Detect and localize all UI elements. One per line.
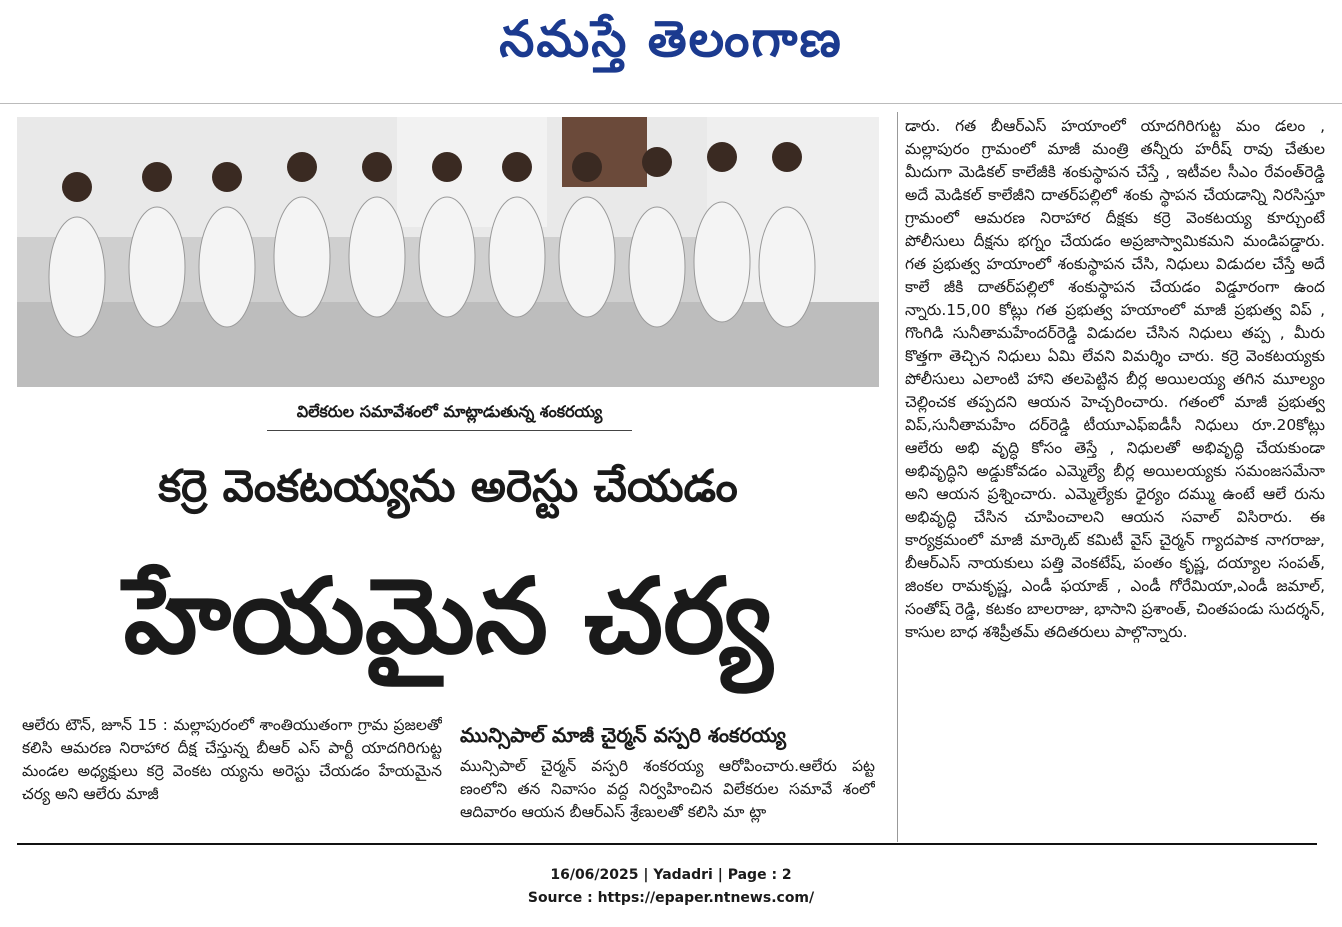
footer-source-link[interactable]: Source : https://epaper.ntnews.com/ xyxy=(527,890,815,906)
headline-kicker: కర్రె వెంకటయ్యను అరెస్టు చేయడం xyxy=(158,461,738,512)
footer-dateline: 16/06/2025 | Yadadri | Page : 2 xyxy=(550,867,792,883)
article-left-column: ఆలేరు టౌన్, జూన్ 15 : మల్లాపురంలో శాంతియుతంగా గ్రామ ప్రజలతో కలిసి ఆమరణ నిరాహార దీక్ష చేస్తున్న బీఆర్ ఎస్ పార్టీ యాదగిరిగుట్ట మండల అధ్యక్షులు కర్రె వెంకట య్యను అరెస్టు చేయడం హేయమైన చర్య అని ఆలేరు మాజీ xyxy=(22,716,442,803)
article-right-column: డారు. గత బీఆర్ఎస్ హయాంలో యాదగిరిగుట్ట మం డలం , మల్లాపురం గ్రామంలో మాజీ మంత్రి తన్నీరు హరీష్ రావు చేతుల మీదుగా మెడికల్ కాలేజీకి శంకుస్థాపన చేస్తే , ఇటీవల సీఎం రేవంత్‌రెడ్డి అదే మెడికల్ కాలేజీని దాతర్‌పల్లిలో శంకు స్థాపన చేయడాన్ని నిరసిస్తూ గ్రామంలో ఆమరణ నిరాహార దీక్షకు కర్రె వెంకటయ్య కూర్చుంటే పోలీసులు దీక్షను భగ్నం చేయడం అప్రజాస్వామికమని మండిపడ్డారు. గత ప్రభుత్వ హయాంలో శంకుస్థాపన చేసి, నిధులు విడుదల చేస్తే అదే కాలే జీకి దాతర్‌పల్లిలో శంకుస్థాపన చేయడం విడ్డూరంగా ఉంద న్నారు.15,00 కోట్లు గత ప్రభుత్వ హయాంలో మాజీ ప్రభుత్వ విప్ , గొంగిడి సునీతామహేందర్‌రెడ్డి విడుదల చేసిన నిధులు తప్ప , మీరు కొత్తగా తెచ్చిన నిధులు ఏమి లేవని విమర్శిం చారు. కర్రె వెంకటయ్యకు పోలీసులు ఎలాంటి హాని తలపెట్టిన బీర్ల అయిలయ్య తగిన మూల్యం చెల్లించక తప్పదని ఆయన హెచ్చరించారు. గతంలో మాజీ ప్రభుత్వ విప్,సునీతామహేం దర్‌రెడ్డి టీయూఎఫ్ఐడీసీ నిధులు రూ.20కోట్లు ఆలేరు అభి వృద్ధి కోసం తెస్తే , నిధులతో అభివృద్ధి చేయకుండా అభివృద్ధిని అడ్డుకోవడం ఎమ్మెల్యే బీర్ల అయిలయ్యకు సమంజసమేనా అని ఆయన ప్రశ్నించారు. ఎమ్మెల్యేకు ధైర్యం దమ్ము ఉంటే ఆలే రును అభివృద్ధి చేసిన చూపించాలని ఆయన సవాల్ విసిరారు. ఈ కార్యక్రమంలో మాజీ మార్కెట్ కమిటీ వైస్ చైర్మన్ గ్యాదపాక నాగరాజు, బీఆర్ఎస్ నాయకులు పత్తి వెంకటేష్, పంతం కృష్ణ, దయ్యాల సంపత్, జింకల రామకృష్ణ, ఎండీ ఫయాజ్ , ఎండీ గోరేమియా,ఎండీ జమాల్, సంతోష్ రెడ్డి, కటకం బాలరాజు, భాసాని ప్రశాంత్, చింతపండు సుదర్శన్, కాసుల బాధ శశిప్రీతమ్ తదితరులు పాల్గొన్నారు. xyxy=(905,117,1325,641)
bottom-divider xyxy=(17,843,1317,845)
caption-underline xyxy=(267,430,632,431)
column-divider xyxy=(897,112,898,842)
article-middle-column: మున్సిపాల్ చైర్మన్ వస్పరి శంకరయ్య ఆరోపించారు.ఆలేరు పట్ట ణంలోని తన నివాసం వద్ద నిర్వహించిన విలేకరుల సమావే శంలో ఆదివారం ఆయన బీఆర్ఎస్ శ్రేణులతో కలిసి మా ట్లా xyxy=(460,757,875,821)
photo-caption: విలేకరుల సమావేశంలో మాట్లాడుతున్న శంకరయ్య xyxy=(296,402,603,421)
top-divider xyxy=(0,103,1342,104)
headline-main: హేయమైన చర్య xyxy=(123,555,773,677)
group-photo-icon xyxy=(17,117,879,387)
group-photo xyxy=(17,117,879,387)
article-subhead: మున్సిపాల్ మాజీ చైర్మన్ వస్పరి శంకరయ్య xyxy=(460,723,786,747)
masthead-title: నమస్తే తెలంగాణ xyxy=(499,10,843,68)
masthead xyxy=(0,0,1342,80)
